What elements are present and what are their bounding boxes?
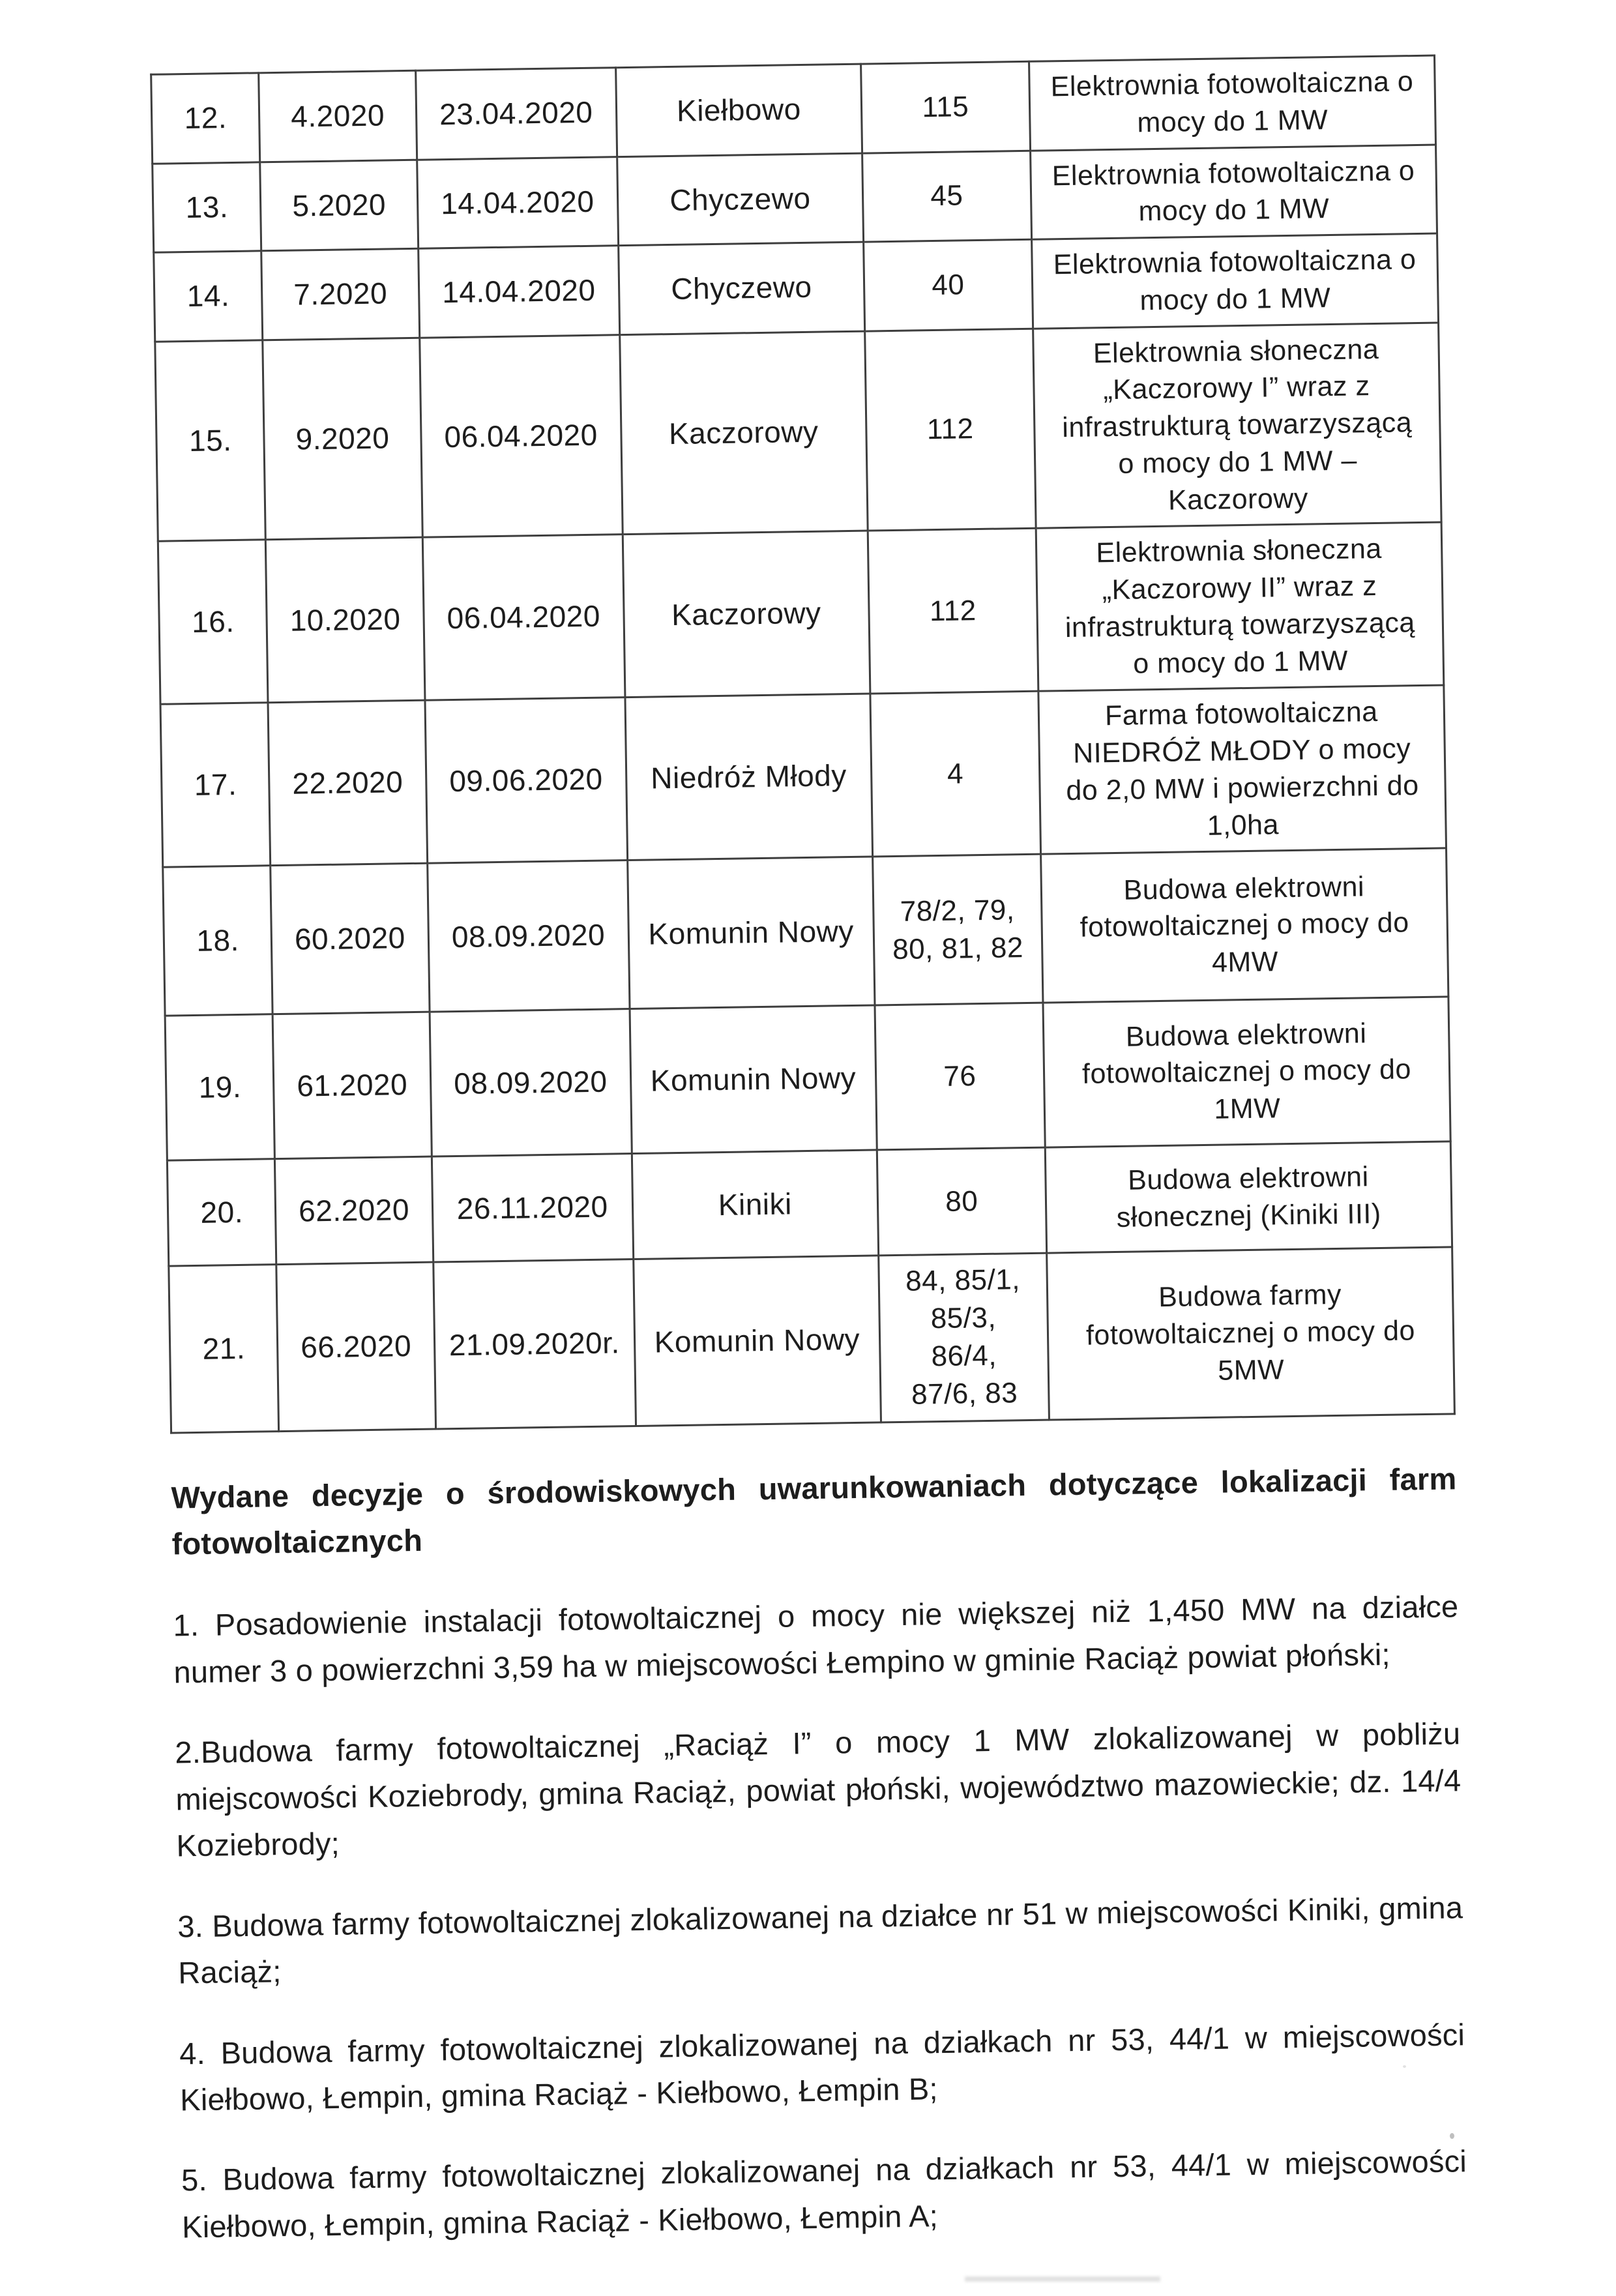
cell-locality: Kaczorowy — [619, 331, 868, 535]
cell-date: 09.06.2020 — [425, 698, 628, 864]
cell-locality: Komunin Nowy — [630, 1005, 877, 1154]
cell-ordinal: 15. — [155, 340, 266, 541]
scan-artifact — [965, 2276, 1160, 2282]
cell-description: Elektrownia słoneczna „Kaczorowy II” wraz z infrastrukturą towarzyszącą o mocy do 1 MW — [1036, 522, 1444, 691]
cell-ordinal: 19. — [165, 1014, 275, 1160]
cell-locality: Chyczewo — [618, 242, 864, 334]
cell-case-number: 5.2020 — [260, 160, 418, 251]
cell-plot-numbers: 45 — [862, 151, 1031, 242]
cell-case-number: 60.2020 — [271, 863, 430, 1014]
cell-ordinal: 21. — [169, 1265, 279, 1433]
table-row — [160, 685, 1446, 867]
cell-description: Budowa elektrowni fotowoltaicznej o mocy do 4MW — [1040, 848, 1448, 1003]
cell-ordinal: 13. — [153, 162, 261, 252]
cell-date: 26.11.2020 — [432, 1154, 634, 1263]
cell-ordinal: 18. — [163, 866, 273, 1016]
cell-locality: Komunin Nowy — [633, 1256, 881, 1426]
cell-ordinal: 14. — [154, 251, 263, 342]
numbered-paragraph-2: 2.Budowa farmy fotowoltaicznej „Raciąż I” o mocy 1 MW zlokalizowanej w pobliżu miejscowości Koziebrody, gmina Raciąż, powiat płoński, województwo mazowieckie; dz. 14/4 Koziebrody; — [174, 1716, 1462, 1863]
cell-ordinal: 20. — [167, 1159, 276, 1266]
cell-date: 14.04.2020 — [417, 156, 618, 248]
table-row — [158, 522, 1443, 704]
section-heading: Wydane decyzje o środowiskowych uwarunkowaniach dotyczące lokalizacji farm fotowoltaicznych — [171, 1460, 1457, 1561]
cell-date: 06.04.2020 — [422, 535, 625, 701]
cell-locality: Kiełbowo — [615, 64, 862, 156]
cell-case-number: 9.2020 — [263, 338, 422, 540]
cell-date: 23.04.2020 — [415, 68, 617, 160]
cell-locality: Kaczorowy — [623, 531, 870, 698]
cell-case-number: 22.2020 — [268, 700, 427, 866]
decisions-table — [150, 55, 1456, 1434]
cell-description: Elektrownia słoneczna „Kaczorowy I” wraz z infrastrukturą towarzyszącą o mocy do 1 MW – Kaczorowy — [1033, 323, 1441, 529]
page-content — [150, 55, 1468, 2284]
cell-case-number: 62.2020 — [275, 1156, 433, 1265]
cell-plot-numbers: 78/2, 79, 80, 81, 82 — [872, 854, 1042, 1005]
cell-case-number: 4.2020 — [259, 70, 417, 162]
decisions-text-section — [171, 1455, 1467, 2250]
numbered-paragraph-5: 5. Budowa farmy fotowoltaicznej zlokalizowanej na działkach nr 53, 44/1 w miejscowości Kiełbowo, Łempin, gmina Raciąż - Kiełbowo, Łempin A; — [181, 2143, 1467, 2244]
scan-artifact — [1450, 2133, 1454, 2139]
cell-description: Budowa elektrowni słonecznej (Kiniki III) — [1045, 1141, 1452, 1253]
table-row — [169, 1247, 1455, 1432]
cell-description: Elektrownia fotowoltaiczna o mocy do 1 MW — [1031, 233, 1438, 329]
cell-description: Budowa farmy fotowoltaicznej o mocy do 5MW — [1046, 1247, 1454, 1420]
cell-plot-numbers: 80 — [877, 1147, 1046, 1256]
cell-description: Budowa elektrowni fotowoltaicznej o mocy do 1MW — [1043, 997, 1450, 1147]
table-row — [167, 1141, 1452, 1266]
cell-date: 14.04.2020 — [418, 246, 619, 338]
cell-locality: Kiniki — [632, 1150, 878, 1259]
cell-date: 06.04.2020 — [419, 334, 623, 537]
cell-plot-numbers: 84, 85/1, 85/3, 86/4, 87/6, 83 — [879, 1253, 1050, 1422]
numbered-paragraph-1: 1. Posadowienie instalacji fotowoltaicznej o mocy nie większej niż 1,450 MW na działce numer 3 o powierzchni 3,59 ha w miejscowości Łempino w gminie Raciąż powiat płoński; — [173, 1589, 1459, 1690]
cell-ordinal: 16. — [158, 540, 268, 704]
cell-plot-numbers: 40 — [863, 239, 1033, 331]
cell-ordinal: 12. — [151, 73, 260, 164]
numbered-paragraph-4: 4. Budowa farmy fotowoltaicznej zlokalizowanej na działkach nr 53, 44/1 w miejscowości Kiełbowo, Łempin, gmina Raciąż - Kiełbowo, Łempin B; — [179, 2016, 1465, 2117]
cell-case-number: 66.2020 — [276, 1262, 435, 1431]
cell-date: 21.09.2020r. — [433, 1259, 636, 1429]
cell-locality: Chyczewo — [617, 153, 863, 246]
cell-locality: Niedróż Młody — [625, 694, 873, 861]
cell-description: Elektrownia fotowoltaiczna o mocy do 1 MW — [1030, 145, 1437, 240]
cell-description: Elektrownia fotowoltaiczna o mocy do 1 MW — [1029, 55, 1435, 151]
table-row — [163, 848, 1448, 1016]
cell-date: 08.09.2020 — [430, 1009, 632, 1157]
cell-description: Farma fotowoltaiczna NIEDRÓŻ MŁODY o mocy do 2,0 MW i powierzchni do 1,0ha — [1038, 685, 1447, 854]
cell-case-number: 7.2020 — [261, 248, 419, 340]
cell-plot-numbers: 76 — [875, 1003, 1045, 1150]
table-row — [155, 323, 1441, 542]
cell-case-number: 10.2020 — [266, 537, 425, 703]
cell-plot-numbers: 112 — [868, 528, 1038, 694]
numbered-paragraph-3: 3. Budowa farmy fotowoltaicznej zlokalizowanej na działce nr 51 w miejscowości Kiniki, gmina Raciąż; — [177, 1889, 1463, 1990]
cell-plot-numbers: 4 — [870, 691, 1041, 857]
cell-date: 08.09.2020 — [427, 861, 630, 1012]
cell-case-number: 61.2020 — [272, 1012, 431, 1159]
cell-locality: Komunin Nowy — [627, 857, 874, 1009]
cell-ordinal: 17. — [160, 703, 271, 867]
cell-plot-numbers: 115 — [860, 61, 1030, 153]
cell-plot-numbers: 112 — [864, 329, 1035, 531]
scan-artifact — [1403, 2065, 1406, 2068]
table-row — [165, 997, 1450, 1160]
